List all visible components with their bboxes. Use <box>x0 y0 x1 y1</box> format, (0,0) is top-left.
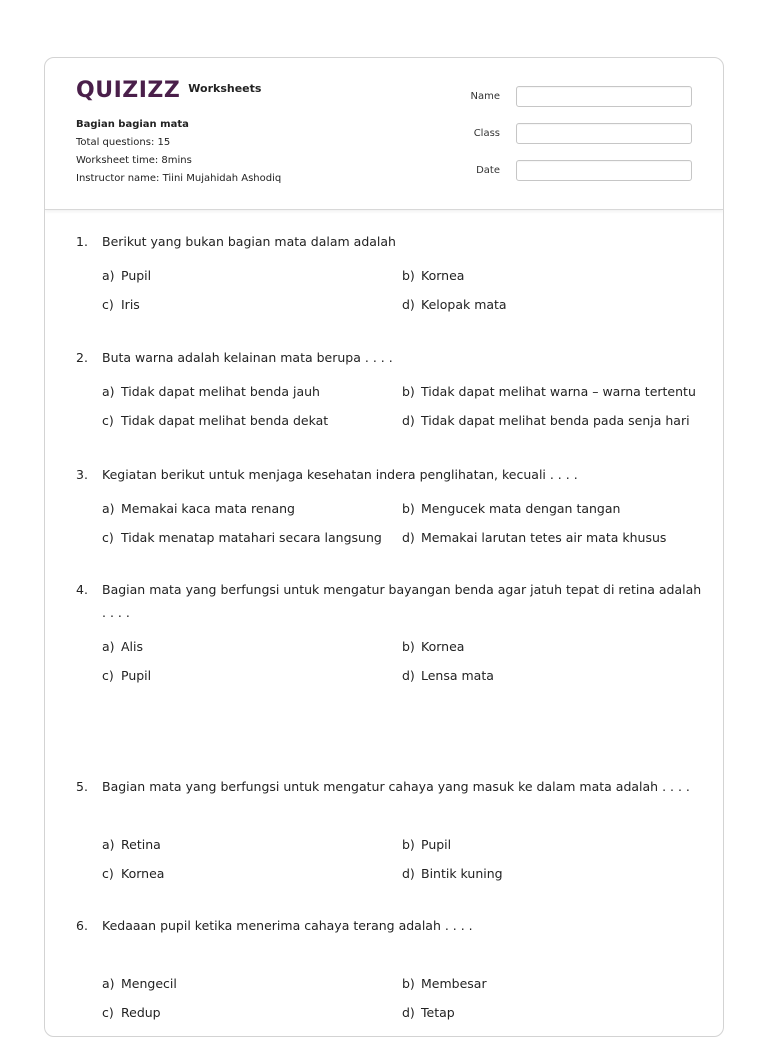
option-c[interactable]: c) Kornea <box>102 866 165 881</box>
quizizz-logo: QUIZIZZ <box>76 78 181 103</box>
answer-options <box>102 632 702 690</box>
option-b[interactable]: b) Mengucek mata dengan tangan <box>402 501 621 516</box>
question-text: Kedaaan pupil ketika menerima cahaya terang adalah . . . . <box>102 918 473 933</box>
option-a[interactable]: a) Retina <box>102 837 161 852</box>
date-field-row <box>460 160 692 181</box>
option-c[interactable]: c) Redup <box>102 1005 161 1020</box>
answer-options <box>102 969 702 1027</box>
question-number: 2. <box>76 350 88 365</box>
option-c[interactable]: c) Tidak dapat melihat benda dekat <box>102 413 329 428</box>
option-a[interactable]: a) Alis <box>102 639 144 654</box>
answer-options <box>102 830 702 888</box>
question-5 <box>76 775 702 888</box>
option-c[interactable]: c) Iris <box>102 297 140 312</box>
option-a[interactable]: a) Pupil <box>102 268 152 283</box>
question-text: Buta warna adalah kelainan mata berupa . . . . <box>102 350 393 365</box>
option-a[interactable]: a) Memakai kaca mata renang <box>102 501 295 516</box>
question-number: 5. <box>76 779 88 794</box>
class-field-row <box>460 123 692 144</box>
question-4 <box>76 578 702 690</box>
logo-subtitle: Worksheets <box>188 82 262 95</box>
worksheet-page <box>44 57 724 1037</box>
name-input[interactable] <box>516 86 692 107</box>
question-6 <box>76 914 702 1027</box>
worksheet-title: Bagian bagian mata <box>76 119 189 130</box>
question-number: 6. <box>76 918 88 933</box>
option-c[interactable]: c) Pupil <box>102 668 152 683</box>
worksheet-meta <box>76 116 281 188</box>
answer-options <box>102 377 702 435</box>
option-d[interactable]: d) Tidak dapat melihat benda pada senja hari <box>402 413 690 428</box>
date-input[interactable] <box>516 160 692 181</box>
question-3 <box>76 463 702 552</box>
option-a[interactable]: a) Mengecil <box>102 976 177 991</box>
question-number: 4. <box>76 582 88 597</box>
question-text: Kegiatan berikut untuk menjaga kesehatan indera penglihatan, kecuali . . . . <box>102 467 578 482</box>
answer-options <box>102 261 702 319</box>
question-2 <box>76 346 702 435</box>
class-label: Class <box>473 128 500 139</box>
name-label: Name <box>470 91 500 102</box>
question-number: 1. <box>76 234 88 249</box>
answer-options <box>102 494 702 552</box>
question-text: Bagian mata yang berfungsi untuk mengatur cahaya yang masuk ke dalam mata adalah . . . . <box>102 779 690 794</box>
date-label: Date <box>476 165 500 176</box>
option-c[interactable]: c) Tidak menatap matahari secara langsung <box>102 530 382 545</box>
name-field-row <box>460 86 692 107</box>
option-d[interactable]: d) Memakai larutan tetes air mata khusus <box>402 530 667 545</box>
option-b[interactable]: b) Membesar <box>402 976 487 991</box>
worksheet-time: Worksheet time: 8mins <box>76 155 192 166</box>
question-1 <box>76 230 702 319</box>
worksheet-header <box>45 58 723 210</box>
question-text: Berikut yang bukan bagian mata dalam adalah <box>102 234 396 249</box>
question-number: 3. <box>76 467 88 482</box>
option-d[interactable]: d) Bintik kuning <box>402 866 503 881</box>
instructor-name: Instructor name: Tiini Mujahidah Ashodiq <box>76 173 282 184</box>
option-b[interactable]: b) Kornea <box>402 639 465 654</box>
option-b[interactable]: b) Tidak dapat melihat warna – warna tertentu <box>402 384 696 399</box>
question-text: Bagian mata yang berfungsi untuk mengatur bayangan benda agar jatuh tepat di retina adalah . . . . <box>102 582 702 620</box>
class-input[interactable] <box>516 123 692 144</box>
option-a[interactable]: a) Tidak dapat melihat benda jauh <box>102 384 320 399</box>
total-questions: Total questions: 15 <box>76 137 171 148</box>
option-d[interactable]: d) Tetap <box>402 1005 455 1020</box>
option-b[interactable]: b) Kornea <box>402 268 465 283</box>
option-d[interactable]: d) Kelopak mata <box>402 297 507 312</box>
logo-row <box>76 78 261 103</box>
option-d[interactable]: d) Lensa mata <box>402 668 494 683</box>
option-b[interactable]: b) Pupil <box>402 837 452 852</box>
